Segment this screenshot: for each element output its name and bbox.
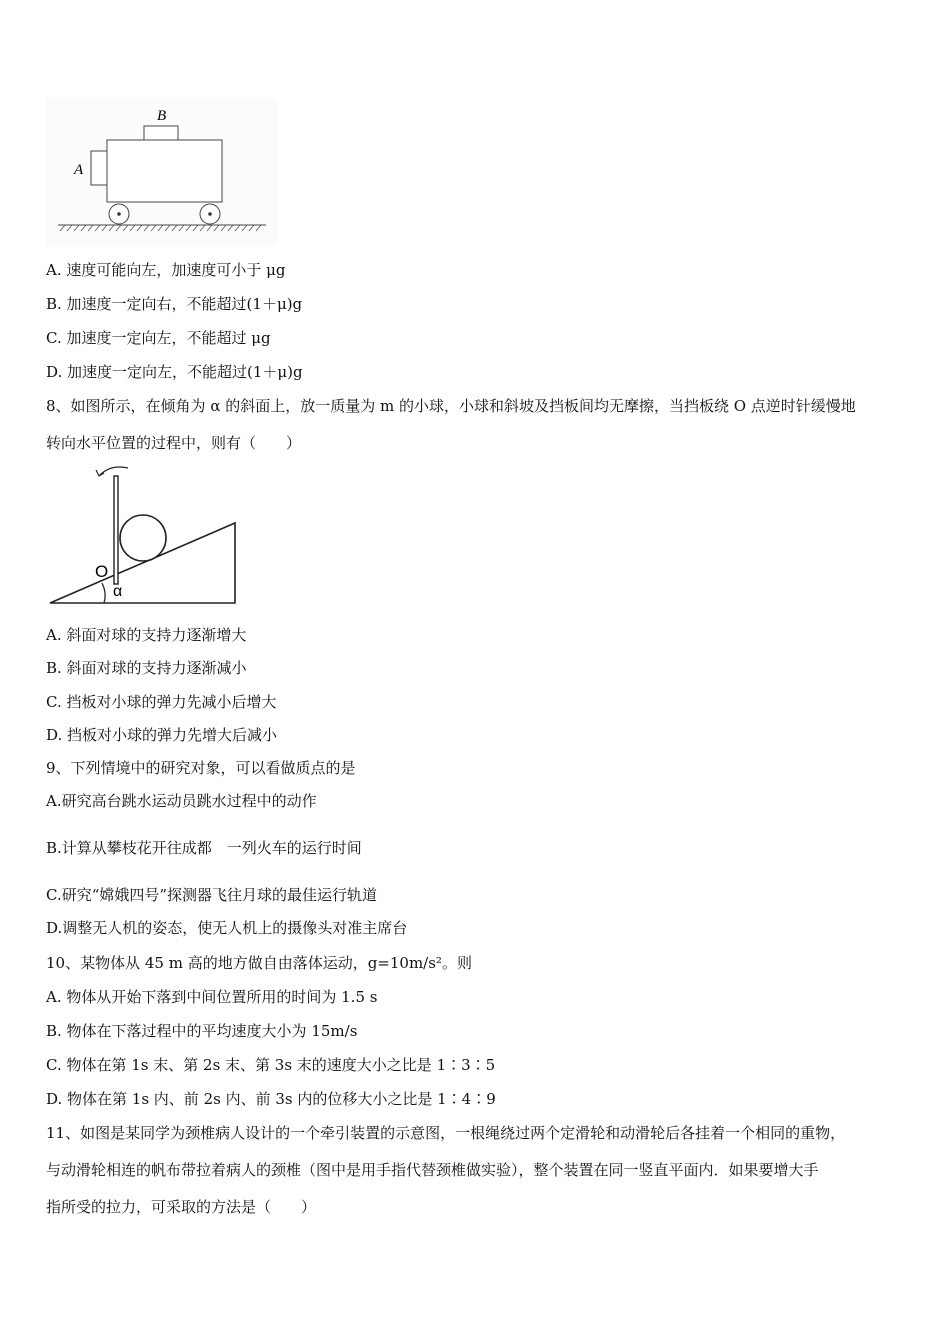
- q9-option-d: D.调整无人机的姿态，使无人机上的摄像头对准主席台: [46, 919, 408, 937]
- q8-option-b: B. 斜面对球的支持力逐渐减小: [46, 659, 247, 677]
- q9-stem: 9、下列情境中的研究对象，可以看做质点的是: [46, 759, 356, 777]
- q8-option-a: A. 斜面对球的支持力逐渐增大: [46, 626, 247, 644]
- block-a-label: A: [74, 162, 84, 178]
- q10-option-c: C. 物体在第 1s 末、第 2s 末、第 3s 末的速度大小之比是 1∶3∶5: [46, 1056, 496, 1074]
- board: [114, 476, 118, 584]
- q9-option-b: B.计算从攀枝花开往成都 一列火车的运行时间: [46, 839, 362, 857]
- q10-option-b: B. 物体在下落过程中的平均速度大小为 15m/s: [46, 1022, 358, 1040]
- angle-label: α: [113, 583, 123, 600]
- block-b-label: B: [157, 108, 167, 124]
- q10-option-a: A. 物体从开始下落到中间位置所用的时间为 1.5 s: [46, 988, 378, 1006]
- q8-stem-line1: 8、如图所示，在倾角为 α 的斜面上，放一质量为 m 的小球，小球和斜坡及挡板间均无摩擦，当挡板绕 O 点逆时针缓慢地: [46, 397, 856, 415]
- q9-option-a: A.研究高台跳水运动员跳水过程中的动作: [46, 792, 317, 810]
- q7-option-c: C. 加速度一定向左，不能超过 μg: [46, 329, 271, 347]
- incline-figure: [46, 462, 242, 608]
- block-a: [91, 151, 107, 185]
- q7-option-a: A. 速度可能向左，加速度可小于 μg: [46, 261, 286, 279]
- pivot-label: O: [95, 562, 109, 581]
- q7-option-d: D. 加速度一定向左，不能超过(1＋μ)g: [46, 363, 303, 381]
- q10-stem: 10、某物体从 45 m 高的地方做自由落体运动，g=10m/s²。则: [46, 954, 472, 972]
- q8-stem-line2: 转向水平位置的过程中，则有（ ）: [46, 434, 302, 452]
- cart-figure: [46, 98, 278, 246]
- q10-option-d: D. 物体在第 1s 内、前 2s 内、前 3s 内的位移大小之比是 1∶4∶9: [46, 1090, 496, 1108]
- ball: [120, 515, 166, 561]
- q7-option-b: B. 加速度一定向右，不能超过(1＋μ)g: [46, 295, 303, 313]
- q11-line2: 与动滑轮相连的帆布带拉着病人的颈椎（图中是用手指代替颈椎做实验），整个装置在同一竖直平面内．如果要增大手: [46, 1161, 819, 1179]
- cart-body: [107, 140, 222, 202]
- block-b: [144, 126, 178, 140]
- rotation-arrow: [99, 467, 128, 476]
- q9-option-c: C.研究“嫦娥四号”探测器飞往月球的最佳运行轨道: [46, 886, 378, 904]
- q8-option-d: D. 挡板对小球的弹力先增大后减小: [46, 726, 278, 744]
- q11-line3: 指所受的拉力，可采取的方法是（ ）: [46, 1198, 317, 1216]
- q8-option-c: C. 挡板对小球的弹力先减小后增大: [46, 693, 277, 711]
- q11-line1: 11、如图是某同学为颈椎病人设计的一个牵引装置的示意图，一根绳绕过两个定滑轮和动滑轮后各挂着一个相同的重物，: [46, 1124, 846, 1142]
